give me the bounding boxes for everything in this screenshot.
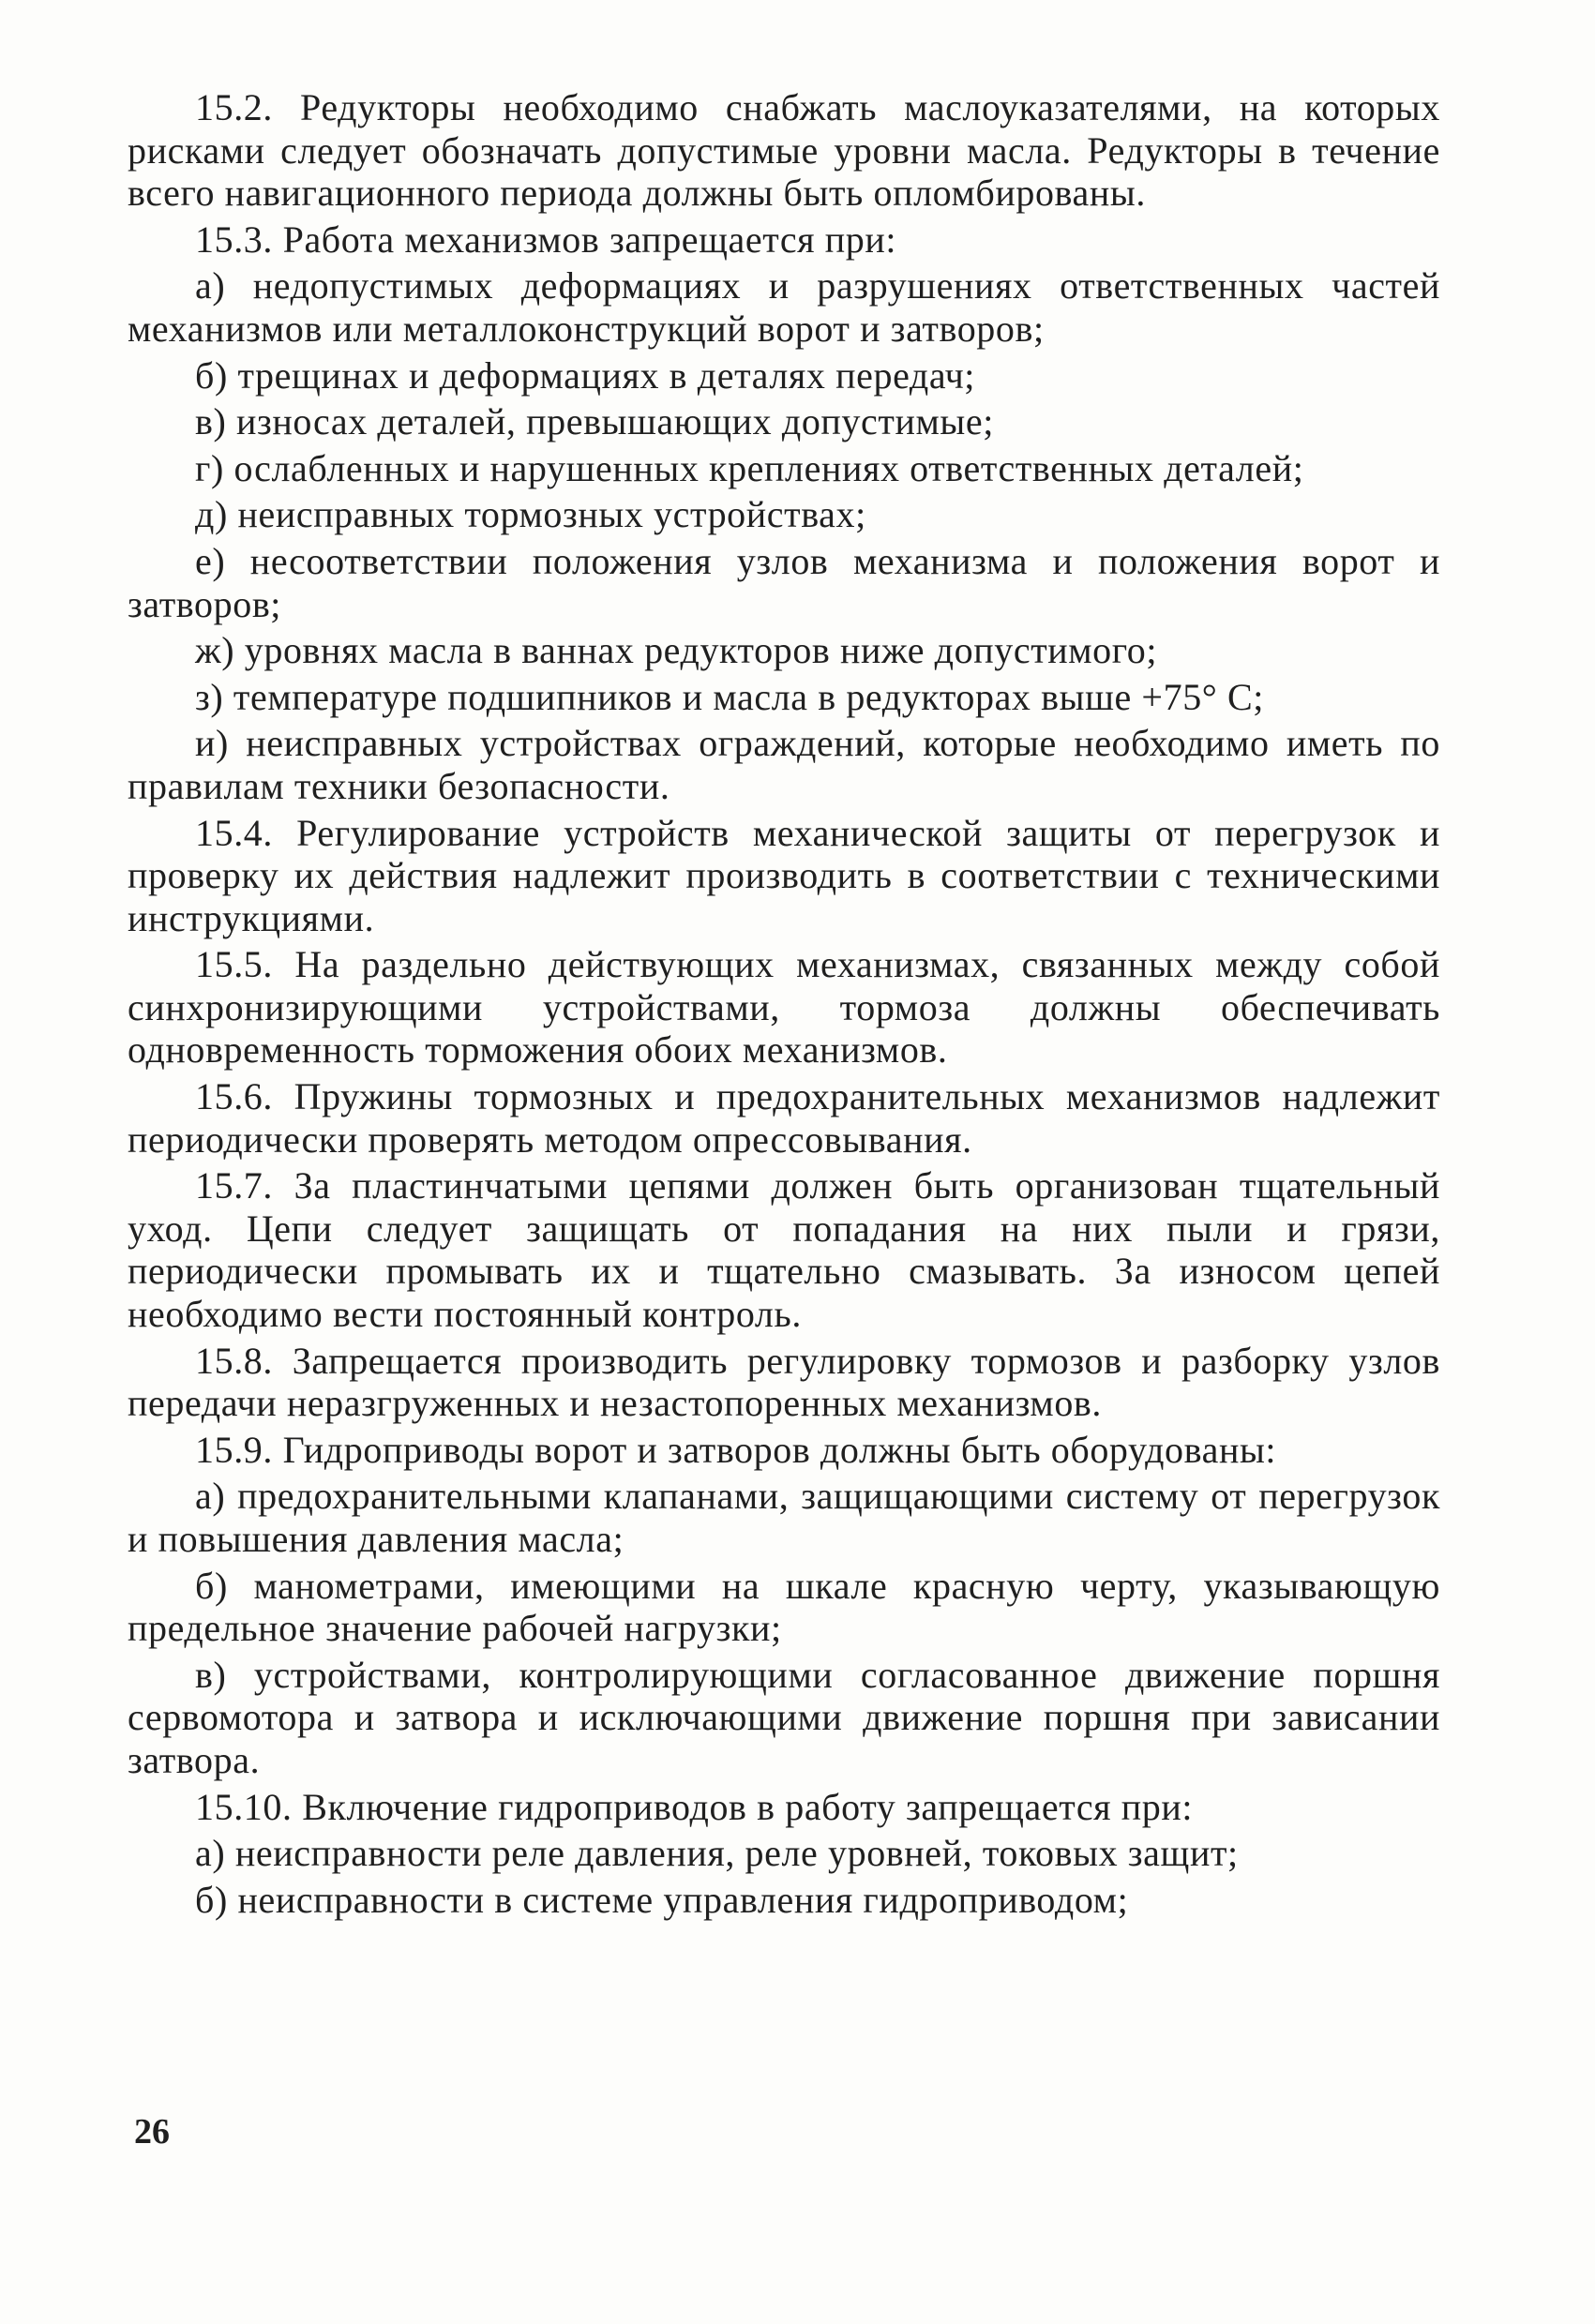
paragraph-15-7: 15.7. За пластинчатыми цепями должен быть организован тщательный уход. Цепи следует защищать от попадания на них пыли и грязи, периодически промывать их и тщательно смазывать. За износом цепей необходимо вести постоянный контроль. [128, 1164, 1440, 1336]
paragraph-15-9: 15.9. Гидроприводы ворот и затворов должны быть оборудованы: [195, 1428, 1277, 1471]
list-item-15-3-e: е) несоответствии положения узлов механизма и положения ворот и затворов; [128, 539, 1440, 625]
paragraph-15-4: 15.4. Регулирование устройств механической защиты от перегрузок и проверку их действия надлежит производить в соответствии с техническими инструкциями. [128, 811, 1440, 939]
paragraph-15-5: 15.5. На раздельно действующих механизмах, связанных между собой синхронизирующими устройствами, тормоза должны обеспечивать одновременность торможения обоих механизмов. [128, 943, 1440, 1072]
list-item-15-3-d: д) неисправных тормозных устройствах; [195, 493, 866, 536]
paragraph-15-6: 15.6. Пружины тормозных и предохранительных механизмов надлежит периодически проверять методом опрессовывания. [128, 1075, 1440, 1161]
list-item-15-3-b: б) трещинах и деформациях в деталях передач; [195, 353, 976, 397]
paragraph-15-8: 15.8. Запрещается производить регулировку тормозов и разборку узлов передачи неразгруженных и незастопоренных механизмов. [128, 1339, 1440, 1425]
list-item-15-9-a: а) предохранительными клапанами, защищающими систему от перегрузок и повышения давления масла; [128, 1475, 1440, 1560]
page-number: 26 [134, 2112, 170, 2152]
list-item-15-10-a: а) неисправности реле давления, реле уровней, токовых защит; [195, 1832, 1239, 1875]
list-item-15-9-v: в) устройствами, контролирующими согласованное движение поршня сервомотора и затвора и исключающими движение поршня при зависании затвора. [128, 1653, 1440, 1781]
list-item-15-10-b: б) неисправности в системе управления гидроприводом; [195, 1878, 1129, 1921]
list-item-15-3-zh: ж) уровнях масла в ваннах редукторов ниже допустимого; [195, 629, 1158, 672]
paragraph-15-10: 15.10. Включение гидроприводов в работу запрещается при: [195, 1785, 1194, 1828]
list-item-15-3-g: г) ослабленных и нарушенных креплениях ответственных деталей; [195, 446, 1304, 489]
body-text [128, 86, 1440, 1925]
paragraph-15-2: 15.2. Редукторы необходимо снабжать маслоуказателями, на которых рисками следует обозначать допустимые уровни масла. Редукторы в течение всего навигационного периода должны быть опломбированы. [128, 86, 1440, 215]
list-item-15-3-i: и) неисправных устройствах ограждений, которые необходимо иметь по правилам техники безопасности. [128, 722, 1440, 807]
list-item-15-9-b: б) манометрами, имеющими на шкале красную черту, указывающую предельное значение рабочей нагрузки; [128, 1564, 1440, 1650]
paragraph-15-3: 15.3. Работа механизмов запрещается при: [195, 217, 897, 261]
list-item-15-3-v: в) износах деталей, превышающих допустимые; [195, 400, 994, 443]
list-item-15-3-a: а) недопустимых деформациях и разрушениях ответственных частей механизмов или металлоконструкций ворот и затворов; [128, 264, 1440, 350]
list-item-15-3-z: з) температуре подшипников и масла в редукторах выше +75° С; [195, 675, 1264, 718]
